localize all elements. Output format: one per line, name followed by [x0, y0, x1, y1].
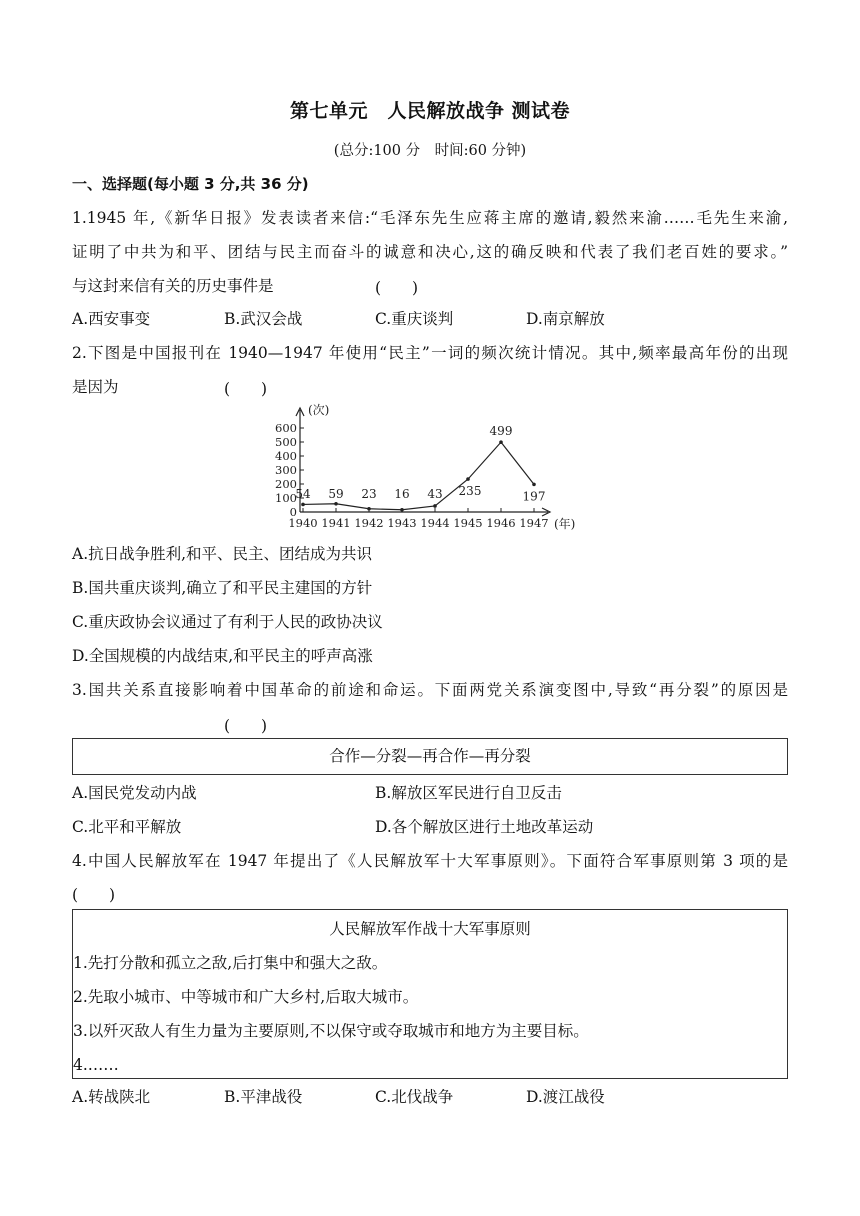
- q4-principles-box: [72, 909, 788, 1079]
- q4-option-a: A.转战陕北: [72, 1088, 151, 1106]
- x-tick-label: 1944: [420, 516, 450, 530]
- q4-box-title: 人民解放军作战十大军事原则: [329, 920, 531, 938]
- exam-subtitle: (总分:100 分 时间:60 分钟): [333, 143, 527, 159]
- y-tick-label: 200: [275, 477, 297, 491]
- q2-answer-bracket: ( ): [224, 380, 268, 398]
- x-tick-label: 1943: [387, 516, 417, 530]
- frequency-line-chart: [270, 400, 600, 534]
- data-label: 499: [489, 424, 513, 439]
- data-point: [532, 483, 536, 487]
- x-tick-label: 1947: [519, 516, 549, 530]
- data-point: [499, 440, 503, 444]
- data-label: 235: [458, 484, 482, 499]
- data-point: [433, 504, 437, 508]
- exam-title: 第七单元 人民解放战争 测试卷: [289, 100, 571, 122]
- x-tick-label: 1945: [453, 516, 483, 530]
- x-tick-label: 1940: [288, 516, 318, 530]
- q3-option-a: A.国民党发动内战: [72, 784, 197, 802]
- data-point: [466, 477, 470, 481]
- x-axis-unit-label: (年): [554, 517, 576, 531]
- q4-answer-bracket: ( ): [72, 886, 116, 904]
- q1-option-a: A.西安事变: [72, 310, 151, 328]
- q1-stem-line2: 证明了中共为和平、团结与民主而奋斗的诚意和决心,这的确反映和代表了我们老百姓的要求。”: [72, 243, 788, 261]
- x-tick-label: 1946: [486, 516, 516, 530]
- q3-option-b: B.解放区军民进行自卫反击: [375, 784, 562, 802]
- q2-option-d: D.全国规模的内战结束,和平民主的呼声高涨: [72, 647, 373, 665]
- q3-relation-box: [72, 738, 788, 775]
- q3-option-d: D.各个解放区进行土地改革运动: [375, 818, 594, 836]
- q2-option-c: C.重庆政协会议通过了有利于人民的政协决议: [72, 613, 383, 631]
- q2-option-a: A.抗日战争胜利,和平、民主、团结成为共识: [72, 545, 373, 563]
- q2-stem-line1: 2.下图是中国报刊在 1940—1947 年使用“民主”一词的频次统计情况。其中,频率最高年份的出现: [72, 344, 788, 362]
- y-tick-label: 400: [275, 449, 297, 463]
- q4-box-item-1: 1.先打分散和孤立之敌,后打集中和强大之敌。: [73, 954, 388, 972]
- q3-answer-bracket: ( ): [224, 717, 268, 735]
- q1-option-b: B.武汉会战: [224, 310, 303, 328]
- q4-stem-line1: 4.中国人民解放军在 1947 年提出了《人民解放军十大军事原则》。下面符合军事原则第 3 项的是: [72, 852, 788, 870]
- data-point: [400, 508, 404, 512]
- data-label: 54: [295, 487, 311, 501]
- q3-stem-line1: 3.国共关系直接影响着中国革命的前途和命运。下面两党关系演变图中,导致“再分裂”的原因是: [72, 681, 788, 699]
- q4-option-b: B.平津战役: [224, 1088, 303, 1106]
- q4-option-c: C.北伐战争: [375, 1088, 454, 1106]
- q3-option-c: C.北平和平解放: [72, 818, 182, 836]
- data-point: [334, 502, 338, 506]
- q1-stem-line3: 与这封来信有关的历史事件是: [72, 277, 274, 295]
- y-tick-label: 600: [275, 421, 297, 435]
- y-tick-label: 300: [275, 463, 297, 477]
- q3-relation-text: 合作—分裂—再合作—再分裂: [329, 747, 531, 765]
- y-tick-label: 0: [289, 505, 297, 519]
- q2-option-b: B.国共重庆谈判,确立了和平民主建国的方针: [72, 579, 373, 597]
- data-label: 59: [328, 487, 344, 501]
- q2-stem-line2: 是因为: [72, 378, 119, 396]
- data-label: 197: [522, 489, 546, 504]
- q1-option-d: D.南京解放: [526, 310, 605, 328]
- data-label: 23: [361, 487, 377, 501]
- y-tick-label: 500: [275, 435, 297, 449]
- q1-stem-line1: 1.1945 年,《新华日报》发表读者来信:“毛泽东先生应蒋主席的邀请,毅然来渝……毛先生来渝,: [72, 209, 788, 227]
- data-point: [367, 507, 371, 511]
- q4-option-d: D.渡江战役: [526, 1088, 605, 1106]
- x-tick-label: 1941: [321, 516, 351, 530]
- data-label: 16: [394, 487, 410, 501]
- q4-box-item-2: 2.先取小城市、中等城市和广大乡村,后取大城市。: [73, 988, 419, 1006]
- q1-answer-bracket: ( ): [375, 279, 419, 297]
- data-point: [301, 503, 305, 507]
- q4-box-item-4: 4.……: [73, 1056, 119, 1074]
- x-tick-label: 1942: [354, 516, 384, 530]
- y-tick-label: 100: [275, 491, 297, 505]
- data-label: 43: [427, 487, 443, 501]
- section-heading: 一、选择题(每小题 3 分,共 36 分): [72, 175, 309, 193]
- y-axis-unit-label: (次): [308, 403, 330, 417]
- q4-box-item-3: 3.以歼灭敌人有生力量为主要原则,不以保守或夺取城市和地方为主要目标。: [73, 1022, 589, 1040]
- q1-option-c: C.重庆谈判: [375, 310, 454, 328]
